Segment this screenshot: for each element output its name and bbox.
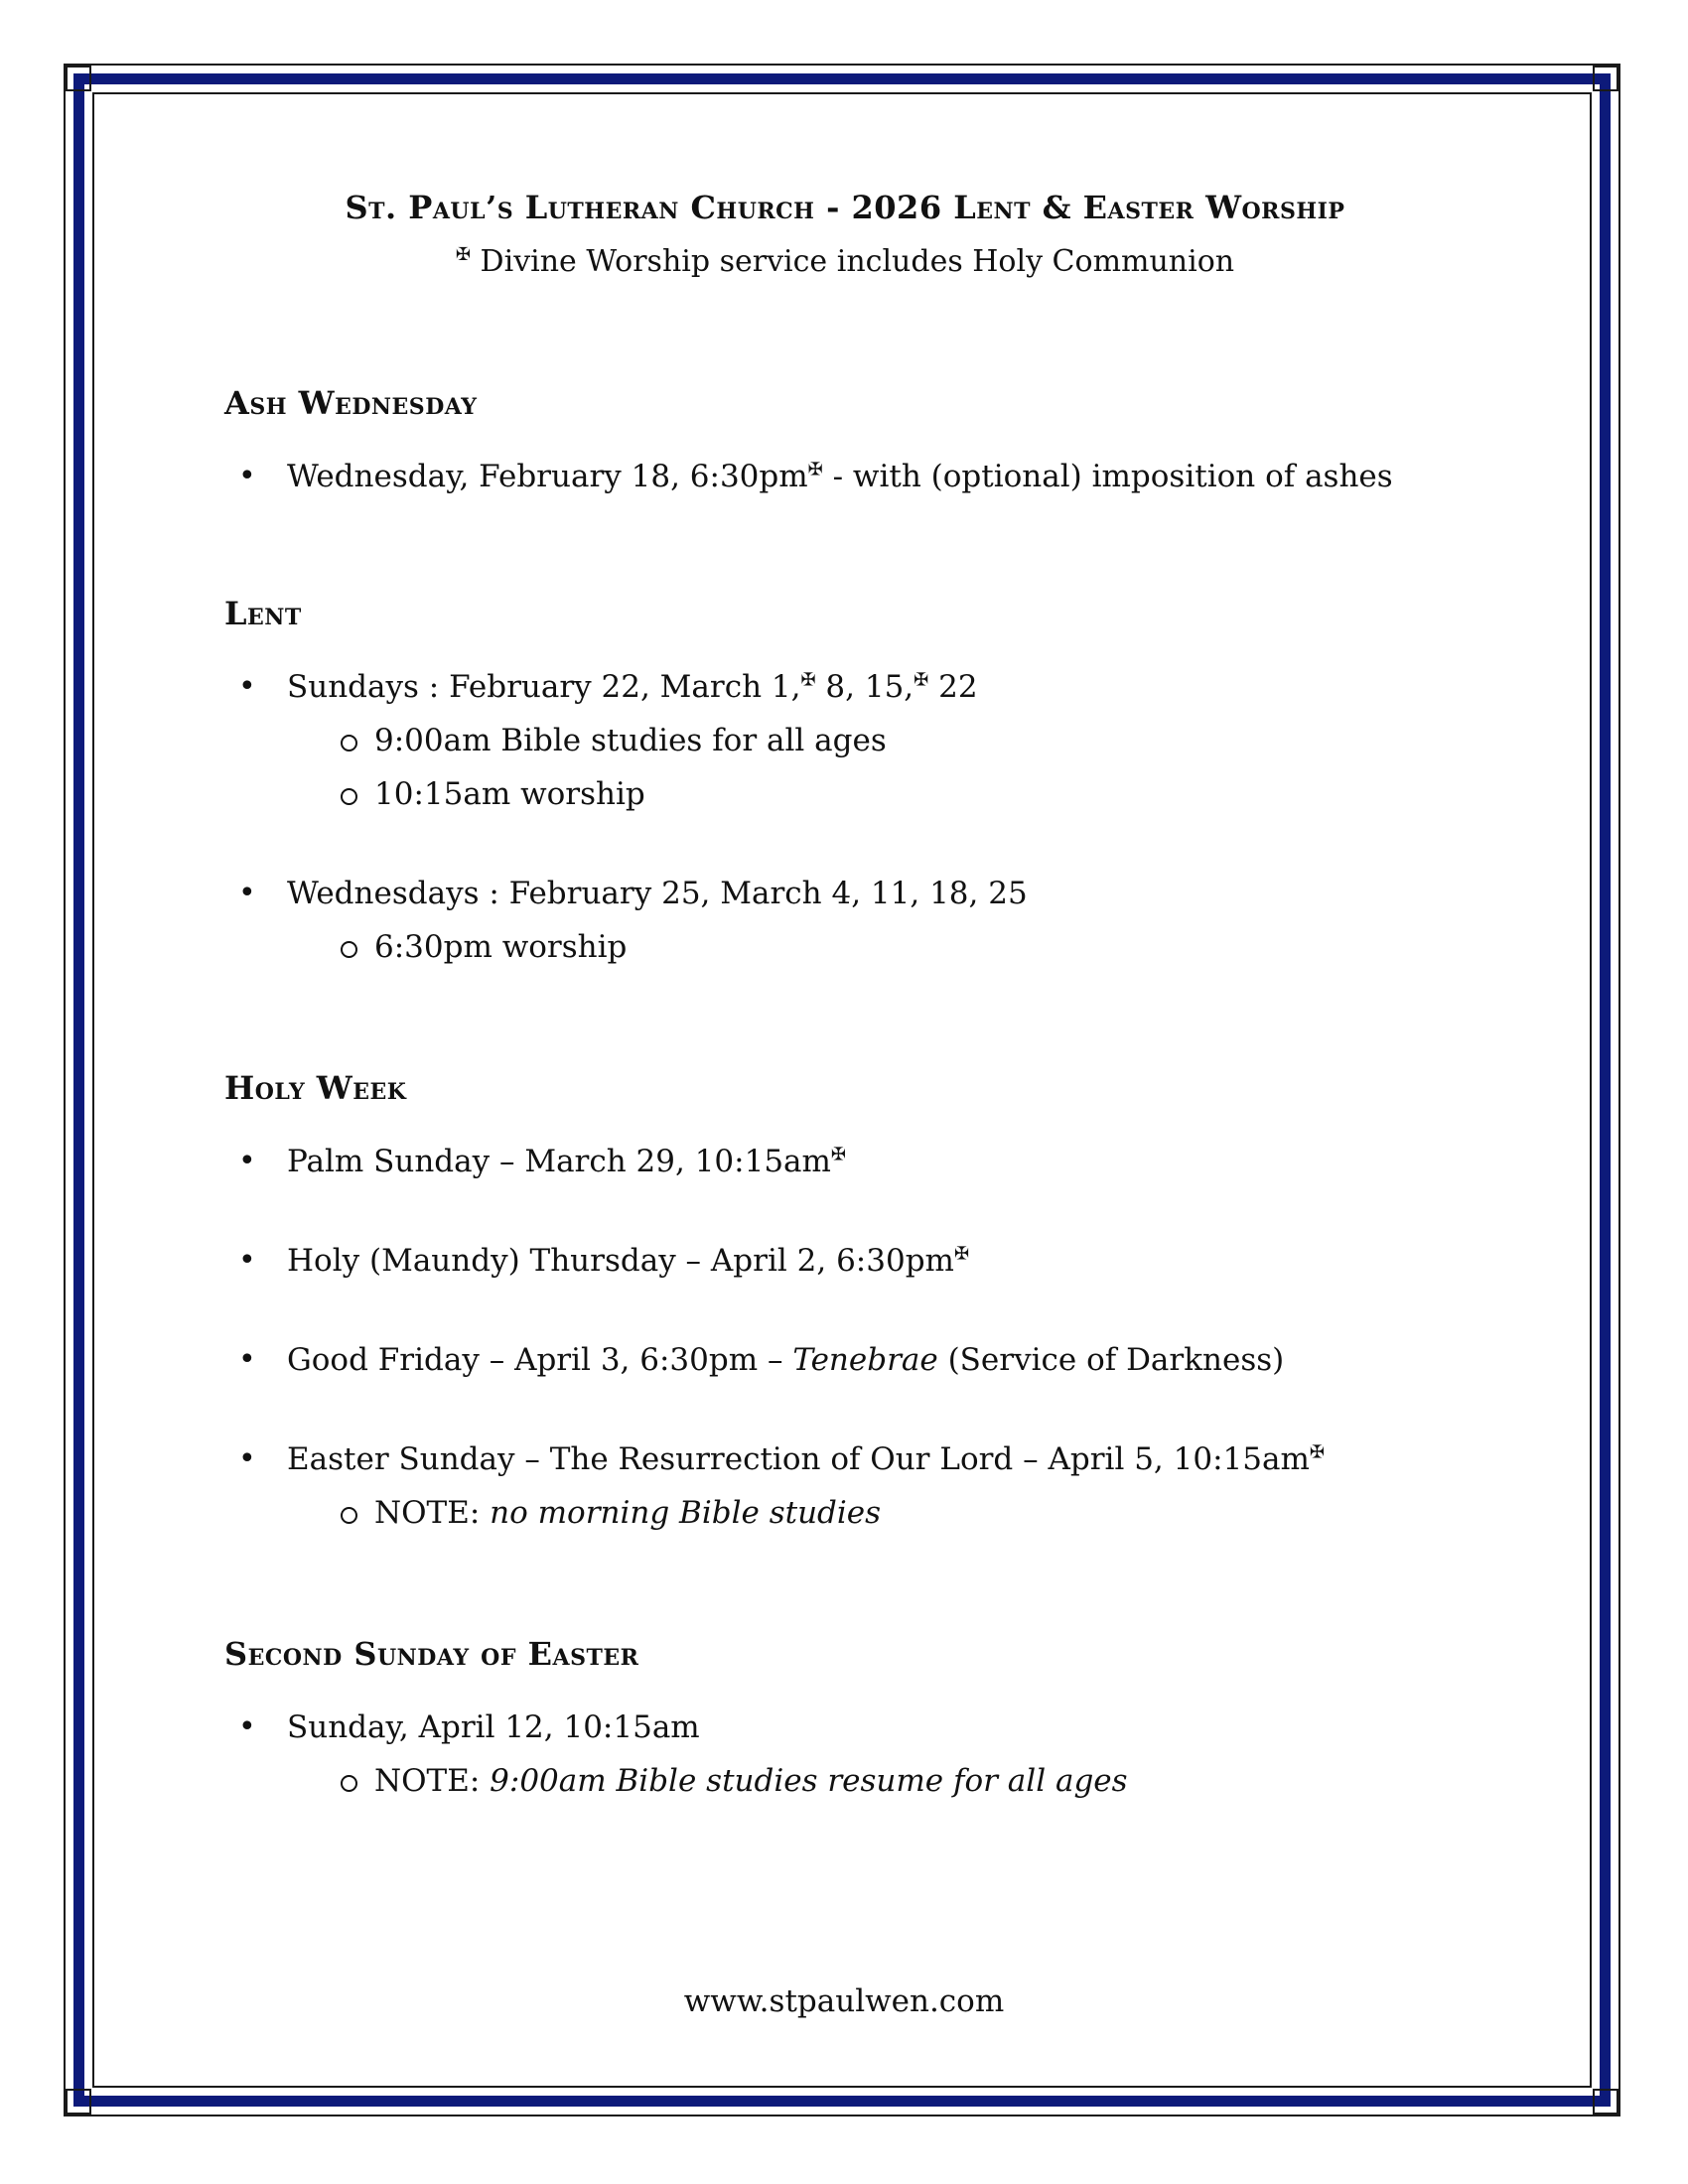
- communion-cross-icon: ✠: [914, 669, 929, 691]
- communion-cross-icon: ✠: [953, 1243, 970, 1265]
- communion-cross-icon: ✠: [455, 244, 471, 265]
- circle-bullet-icon: [341, 1775, 357, 1792]
- list-item: • Sunday, April 12, 10:15am NOTE: 9:00am Bible studies resume for all ages: [224, 1701, 1466, 1808]
- bullet-icon: •: [238, 1243, 256, 1278]
- holy-week-list: [224, 1135, 1466, 1540]
- section-heading-lent: Lent: [224, 595, 302, 632]
- bullet-icon: •: [238, 459, 256, 493]
- list-item: • Palm Sunday – March 29, 10:15am✠: [224, 1135, 1466, 1188]
- section-heading-holy-week: Holy Week: [224, 1069, 407, 1107]
- bullet-icon: •: [238, 1342, 256, 1377]
- communion-cross-icon: ✠: [830, 1144, 847, 1165]
- bullet-icon: •: [238, 1441, 256, 1476]
- ash-wednesday-list: [224, 450, 1466, 503]
- section-heading-ash-wednesday: Ash Wednesday: [224, 384, 478, 422]
- list-item: • Good Friday – April 3, 6:30pm – Tenebrae (Service of Darkness): [224, 1333, 1466, 1387]
- sub-list-item: 9:00am Bible studies for all ages: [287, 714, 1466, 767]
- list-item: • Easter Sunday – The Resurrection of Our Lord – April 5, 10:15am✠ NOTE: no morning Bible studies: [224, 1433, 1466, 1540]
- corner-ornament-bottom-left: [66, 2089, 91, 2115]
- second-sunday-sublist: [287, 1754, 1466, 1808]
- list-item: • Wednesdays : February 25, March 4, 11, 18, 25 6:30pm worship: [224, 867, 1466, 974]
- list-item: • Holy (Maundy) Thursday – April 2, 6:30pm✠: [224, 1234, 1466, 1288]
- circle-bullet-icon: [341, 1507, 357, 1524]
- corner-ornament-top-left: [66, 66, 91, 91]
- sub-list-item: 10:15am worship: [287, 767, 1466, 821]
- corner-ornament-bottom-right: [1593, 2089, 1618, 2115]
- bullet-icon: •: [238, 669, 256, 704]
- bullet-icon: •: [238, 876, 256, 910]
- list-item: • Wednesday, February 18, 6:30pm✠ - with (optional) imposition of ashes: [224, 450, 1466, 503]
- bullet-icon: •: [238, 1144, 256, 1178]
- easter-sublist: [287, 1486, 1466, 1540]
- communion-cross-icon: ✠: [807, 459, 823, 480]
- website-url: www.stpaulwen.com: [683, 1983, 1005, 2019]
- communion-cross-icon: ✠: [800, 669, 816, 691]
- sub-list-item: NOTE: 9:00am Bible studies resume for all ages: [287, 1754, 1466, 1808]
- corner-ornament-top-right: [1593, 66, 1618, 91]
- circle-bullet-icon: [341, 735, 357, 751]
- circle-bullet-icon: [341, 788, 357, 805]
- wednesdays-sublist: [287, 920, 1466, 974]
- sundays-sublist: [287, 714, 1466, 821]
- lent-list: [224, 660, 1466, 974]
- circle-bullet-icon: [341, 941, 357, 958]
- sub-list-item: 6:30pm worship: [287, 920, 1466, 974]
- second-sunday-list: [224, 1701, 1466, 1808]
- page-title: St. Paul’s Lutheran Church - 2026 Lent & Easter Worship: [345, 189, 1345, 226]
- list-item: • Sundays : February 22, March 1,✠ 8, 15,✠ 22 9:00am Bible studies for all ages 10:15am worship: [224, 660, 1466, 821]
- document-body: [224, 179, 1466, 1808]
- sub-list-item: NOTE: no morning Bible studies: [287, 1486, 1466, 1540]
- communion-cross-icon: ✠: [1309, 1441, 1325, 1463]
- bullet-icon: •: [238, 1709, 256, 1744]
- page-subtitle: ✠ Divine Worship service includes Holy Communion: [455, 244, 1235, 279]
- section-heading-second-sunday: Second Sunday of Easter: [224, 1635, 639, 1673]
